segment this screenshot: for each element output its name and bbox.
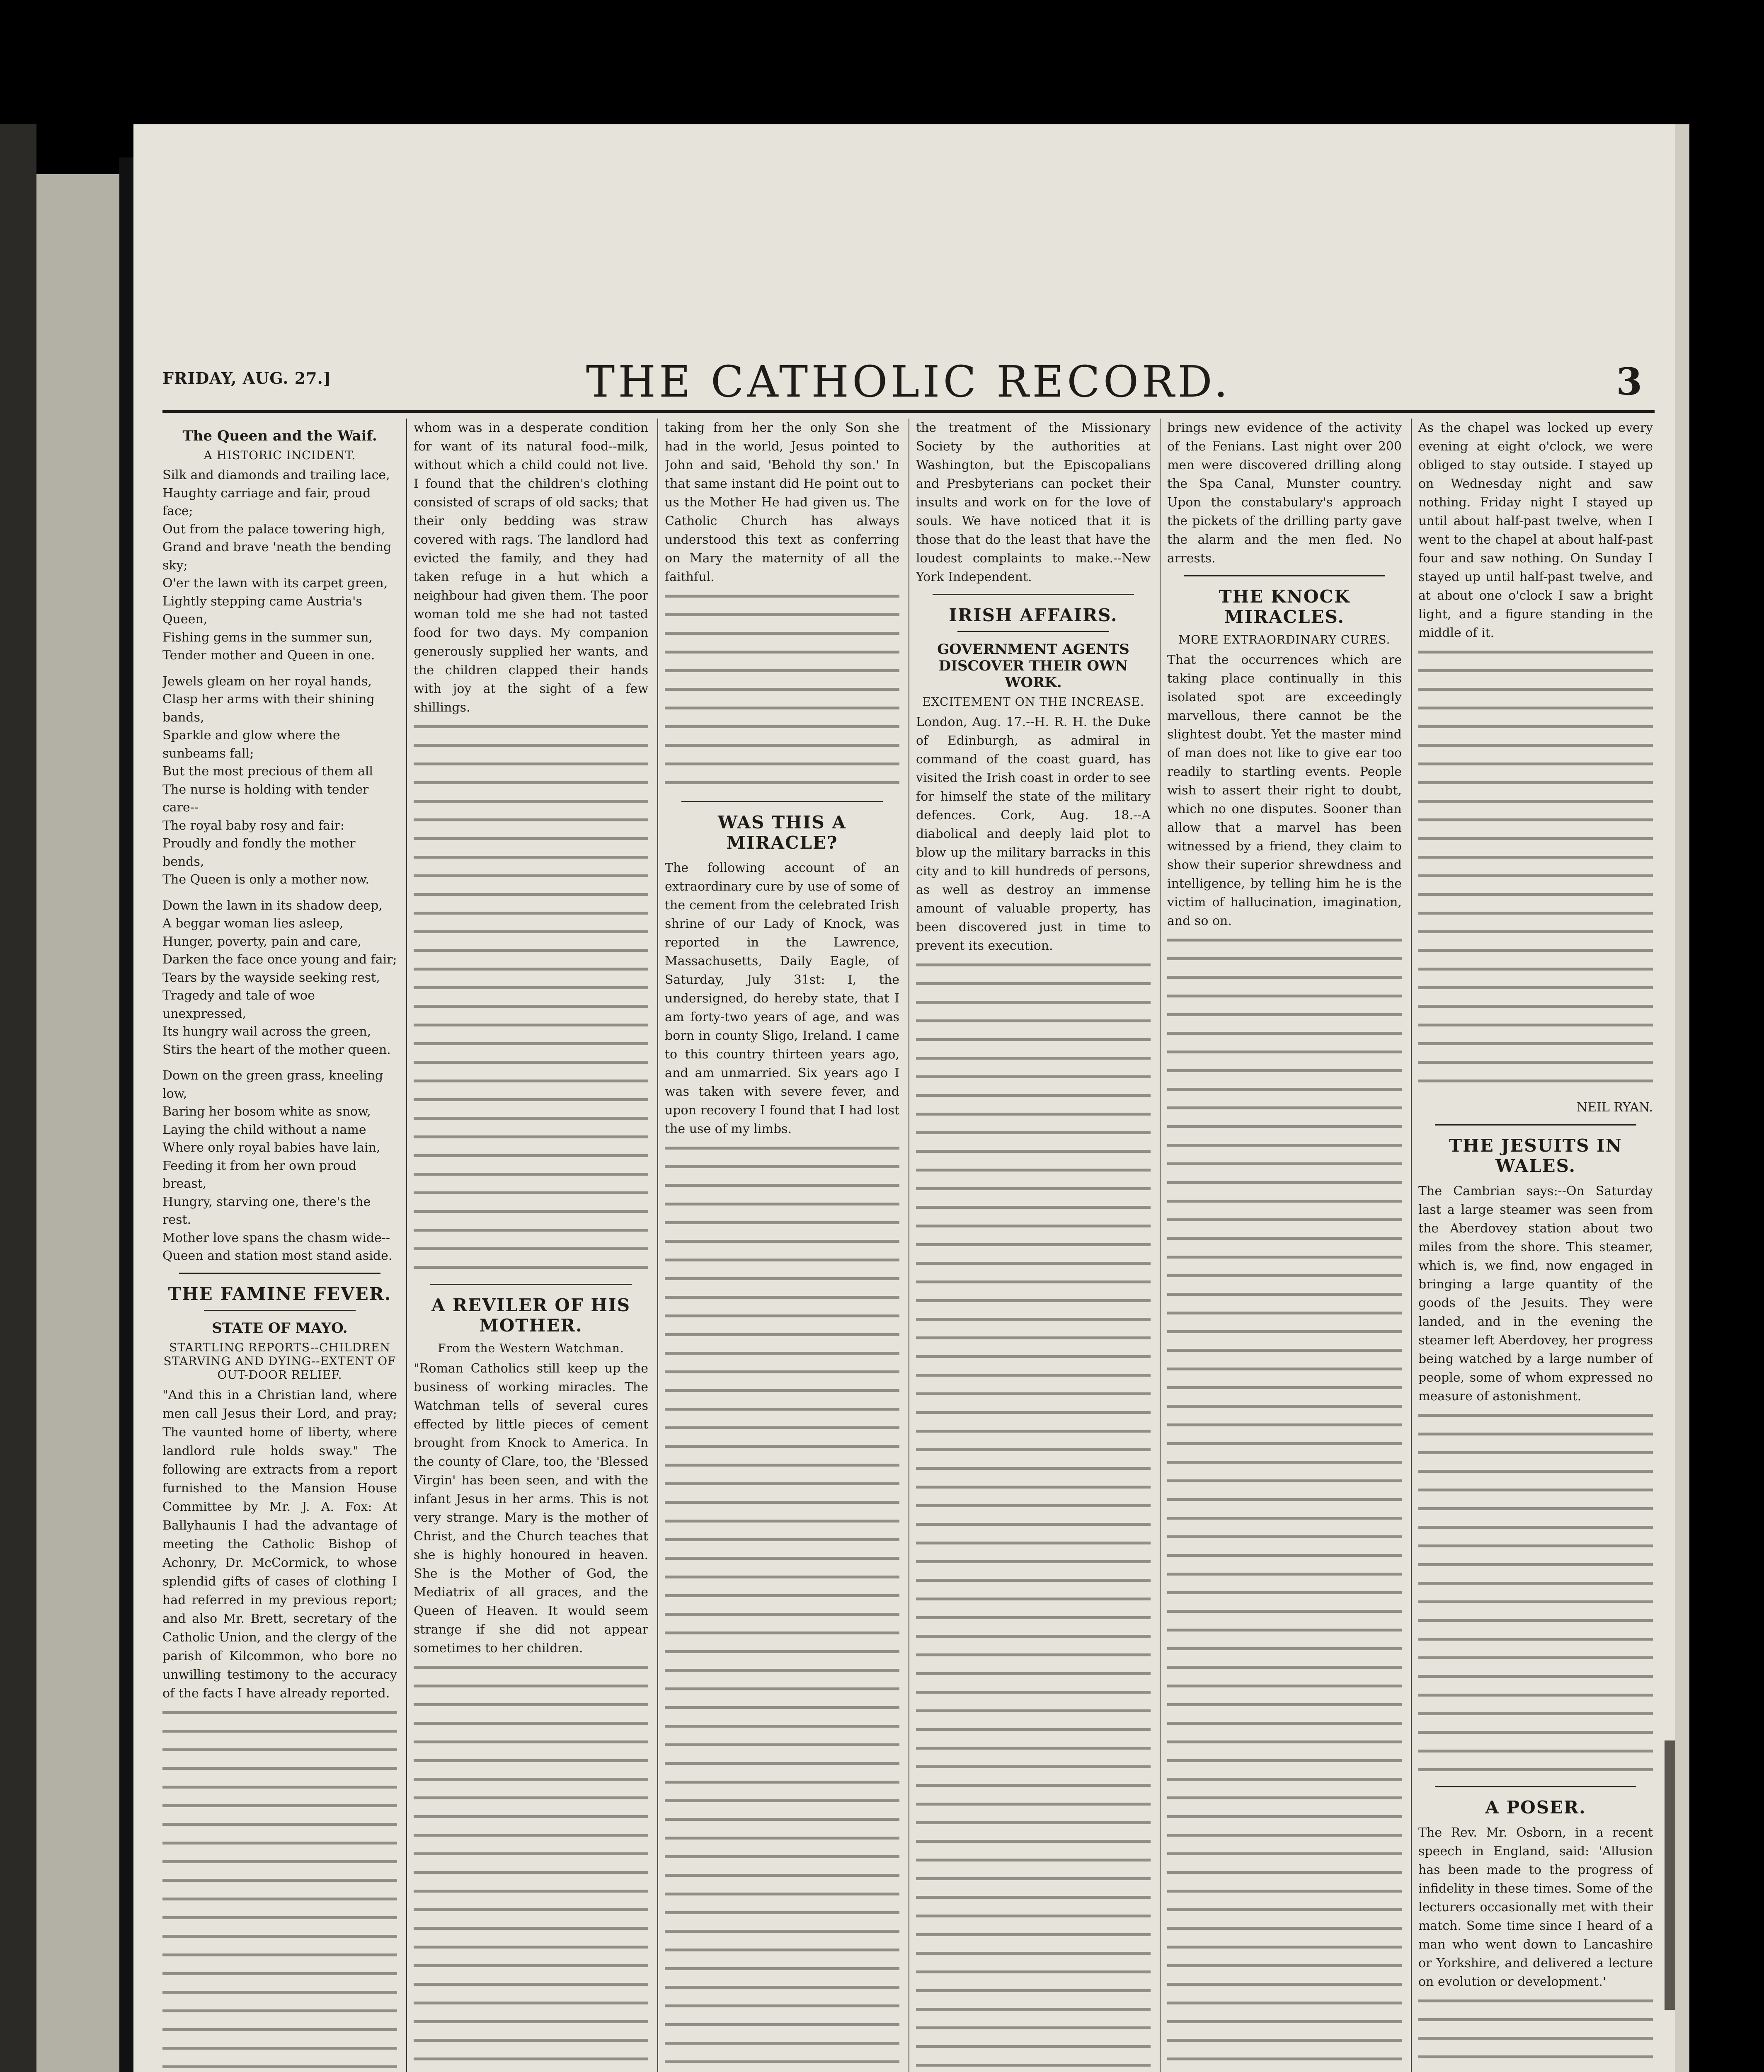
poem-line: O'er the lawn with its carpet green, (162, 576, 388, 591)
article-text: brings new evidence of the activity of the Fenians. Last night over 200 men were discovered drilling along the Spa Canal, Munster country. Upon the constabulary's approach the pickets of the drilling party gave the alarm and the men fled. No arrests. (1167, 421, 1402, 566)
article-headline: A POSER. (1485, 1797, 1586, 1818)
article-text: The following account of an extraordinary cure by use of some of the cement from the celebrated Irish shrine of our Lady of Knock, was reported in the Lawrence, Massachusetts, Daily Eagle, of Saturday, July 31st: I, the undersigned, do hereby state, that I am forty-two years of age, and was born in county Sligo, Ireland. I came to this country thirteen years ago, and am unmarried. Six years ago I was taken with severe fever, and upon recovery I found that I had lost the use of my limbs. (665, 861, 899, 1136)
article-subhead: STATE OF MAYO. (212, 1319, 348, 1336)
binding-gutter (119, 157, 133, 2072)
column-3 (665, 419, 899, 2072)
column-rule (1411, 419, 1412, 2072)
column-4 (916, 419, 1151, 2072)
section-rule (179, 1273, 380, 1274)
poem-line: Grand and brave 'neath the bending sky; (162, 540, 392, 573)
article-text: The Rev. Mr. Osborn, in a recent speech in England, said: 'Allusion has been made to the progress of infidelity in these times. Some of the lecturers occasionally met with their match. Some time since I heard of a man who went down to Lancashire or Yorkshire, and delivered a lecture on evolution or development.' (1418, 1825, 1653, 1989)
article-headline: WAS THIS A MIRACLE? (717, 812, 847, 853)
poem-line: But the most precious of them all (162, 764, 373, 779)
section-rule (933, 594, 1134, 595)
article-text: London, Aug. 17.--H. R. H. the Duke of Edinburgh, as admiral in command of the coast guard, has visited the Irish coast in order to see for himself the state of the military defences. Cork, Aug. 18.--A diabolical and deeply laid plot to blow up the military barracks in this city and to kill hundreds of persons, as well as destroy an immense amount of valuable property, has been discovered just in time to prevent its execution. (916, 715, 1151, 953)
section-rule (204, 1310, 356, 1311)
signature: NEIL RYAN. (1576, 1100, 1653, 1115)
poem-line: Clasp her arms with their shining bands, (162, 692, 375, 725)
poem-line: Darken the face once young and fair; (162, 952, 397, 967)
column-5 (1167, 419, 1402, 2072)
poem-line: The royal baby rosy and fair: (162, 818, 345, 833)
poem-title: The Queen and the Waif. (182, 428, 377, 444)
poem (162, 466, 397, 1265)
poem-line: Where only royal babies have lain, (162, 1140, 380, 1155)
section-rule (1184, 575, 1385, 576)
column-6 (1418, 419, 1653, 2072)
ink-stain (1665, 1740, 1675, 2010)
poem-line: Queen and station most stand aside. (162, 1249, 393, 1263)
poem-line: Sparkle and glow where the sunbeams fall; (162, 728, 340, 761)
section-rule (681, 801, 883, 802)
masthead-title: THE CATHOLIC RECORD. (586, 356, 1231, 407)
columns (162, 419, 1655, 2072)
section-rule (957, 631, 1109, 632)
article-text-continued (414, 717, 648, 1276)
masthead-date: FRIDAY, AUG. 27.] (162, 369, 331, 387)
poem-line: Hunger, poverty, pain and care, (162, 934, 362, 949)
article-text-continued (665, 586, 899, 794)
poem-line: Proudly and fondly the mother bends, (162, 836, 356, 869)
article-headline: THE KNOCK MIRACLES. (1219, 586, 1350, 627)
article-text: whom was in a desperate condition for want of its natural food--milk, without which a child could not live. I found that the children's clothing consisted of scraps of old sacks; that their only bedding was straw covered with rags. The landlord had evicted the family, and they had taken refuge in a hut which a neighbour had given them. The poor woman told me she had not tasted food for two days. My companion generously supplied her wants, and the children clapped their hands with joy at the sight of a few shillings. (414, 421, 648, 715)
poem-line: Its hungry wail across the green, (162, 1024, 371, 1039)
poem-line: Hungry, starving one, there's the rest. (162, 1194, 371, 1227)
page-edge (1675, 124, 1689, 2072)
poem-line: Mother love spans the chasm wide-- (162, 1230, 390, 1245)
article-text-continued (414, 1658, 648, 2072)
article-summary: STARTLING REPORTS--CHILDREN STARVING AND DYING--EXTENT OF OUT-DOOR RELIEF. (163, 1340, 396, 1382)
article-headline: A REVILER OF HIS MOTHER. (431, 1295, 631, 1336)
article-text: "Roman Catholics still keep up the business of working miracles. The Watchman tells of several cures effected by little pieces of cement brought from Knock to America. In the county of Clare, too, the 'Blessed Virgin' has been seen, and with the infant Jesus in her arms. This is not very strange. Mary is the mother of Christ, and the Church teaches that she is highly honoured in heaven. She is the Mother of God, the Mediatrix of all graces, and the Queen of Heaven. It would seem strange if she did not appear sometimes to her children. (414, 1361, 648, 1656)
column-2 (414, 419, 648, 2072)
masthead-rule (162, 410, 1655, 413)
scanner-strip (0, 124, 36, 2072)
article-subhead: EXCITEMENT ON THE INCREASE. (922, 695, 1144, 709)
poem-line: Down the lawn in its shadow deep, (162, 898, 383, 913)
article-headline: IRISH AFFAIRS. (949, 605, 1118, 625)
poem-subtitle: A HISTORIC INCIDENT. (204, 448, 356, 462)
poem-line: Feeding it from her own proud breast, (162, 1158, 356, 1191)
poem-line: Jewels gleam on her royal hands, (162, 674, 372, 689)
poem-line: A beggar woman lies asleep, (162, 916, 344, 931)
poem-line: Fishing gems in the summer sun, (162, 630, 373, 645)
article-text: As the chapel was locked up every evening at eight o'clock, we were obliged to stay outside. I stayed up on Wednesday night and saw nothing. Friday night I stayed up until about half-past twelve, when I went to the chapel at about half-past four and saw nothing. On Sunday I stayed up until half-past twelve, and at about one o'clock I saw a bright light, and a figure standing in the middle of it. (1418, 421, 1653, 640)
article-text-continued (1418, 1991, 1653, 2072)
poem-line: Tears by the wayside seeking rest, (162, 970, 380, 985)
article-text: That the occurrences which are taking place continually in this isolated spot are exceedingly marvellous, there cannot be the slightest doubt. Yet the master mind of man does not like to give ear too readily to startling events. People wish to assert their right to doubt, which no one disputes. Sooner than allow that a marvel has been witnessed by a friend, they claim to show their superior shrewdness and intelligence, by telling him he is the victim of hallucination, imagination, and so on. (1167, 653, 1402, 928)
section-rule (430, 1284, 632, 1285)
poem-line: Haughty carriage and fair, proud face; (162, 486, 371, 518)
poem-line: Laying the child without a name (162, 1122, 366, 1137)
poem-line: Out from the palace towering high, (162, 522, 385, 537)
masthead-page-number: 3 (1616, 360, 1642, 404)
article-text: The Cambrian says:--On Saturday last a large steamer was seen from the Aberdovey station about two miles from the shore. This steamer, which is, we find, now engaged in bringing a large quantity of the goods of the Jesuits. They were landed, and in the evening the steamer left Aberdovey, her progress being watched by a large number of people, some of whom expressed no measure of astonishment. (1418, 1184, 1653, 1404)
article-headline: THE FAMINE FEVER. (168, 1283, 392, 1304)
article-headline: GOVERNMENT AGENTS DISCOVER THEIR OWN WORK. (937, 641, 1129, 691)
article-subhead: MORE EXTRAORDINARY CURES. (1178, 633, 1391, 646)
article-text-continued (162, 1703, 397, 2072)
article-text: taking from her the only Son she had in the world, Jesus pointed to John and said, 'Behold thy son.' In that same instant did He point out to us the Mother He had given us. The Catholic Church has always understood this text as conferring on Mary the maternity of all the faithful. (665, 421, 899, 584)
poem-line: Silk and diamonds and trailing lace, (162, 468, 390, 482)
poem-line: Down on the green grass, kneeling low, (162, 1068, 383, 1101)
previous-page-edge (36, 174, 119, 2072)
newspaper-page (133, 124, 1675, 2072)
poem-line: Stirs the heart of the mother queen. (162, 1042, 391, 1057)
column-rule (1160, 419, 1161, 2072)
masthead (162, 356, 1655, 407)
poem-line: Tender mother and Queen in one. (162, 648, 375, 663)
poem-line: Lightly stepping came Austria's Queen, (162, 594, 362, 627)
article-headline: THE JESUITS IN WALES. (1449, 1135, 1623, 1176)
article-text-continued (1418, 1406, 1653, 1779)
section-rule (1435, 1124, 1636, 1126)
column-rule (657, 419, 658, 2072)
article-text-continued (1167, 930, 1402, 2072)
article-text: the treatment of the Missionary Society by the authorities at Washington, but the Episcopalians and Presbyterians can pocket their insults and work on for the love of souls. We have noticed that it is those that do the least that have the loudest complaints to make.--New York Independent. (916, 421, 1151, 584)
article-text-continued (916, 955, 1151, 2072)
article-text-continued (1418, 642, 1653, 1098)
poem-line: The nurse is holding with tender care-- (162, 782, 369, 815)
poem-line: Baring her bosom white as snow, (162, 1104, 371, 1119)
poem-line: Tragedy and tale of woe unexpressed, (162, 988, 315, 1021)
article-subhead: From the Western Watchman. (438, 1341, 624, 1355)
column-rule (406, 419, 407, 2072)
poem-line: The Queen is only a mother now. (162, 872, 369, 887)
article-text: "And this in a Christian land, where men call Jesus their Lord, and pray; The vaunted home of liberty, where landlord rule holds sway." The following are extracts from a report furnished to the Mansion House Committee by Mr. J. A. Fox: At Ballyhaunis I had the advantage of meeting the Catholic Bishop of Achonry, Dr. McCormick, to whose splendid gifts of cases of clothing I had referred in my previous report; and also Mr. Brett, secretary of the Catholic Union, and the clergy of the parish of Kilcommon, who bore no unwilling testimony to the accuracy of the facts I have already reported. (162, 1387, 397, 1701)
article-text-continued (665, 1138, 899, 2072)
column-1 (162, 419, 397, 2072)
section-rule (1435, 1786, 1636, 1787)
